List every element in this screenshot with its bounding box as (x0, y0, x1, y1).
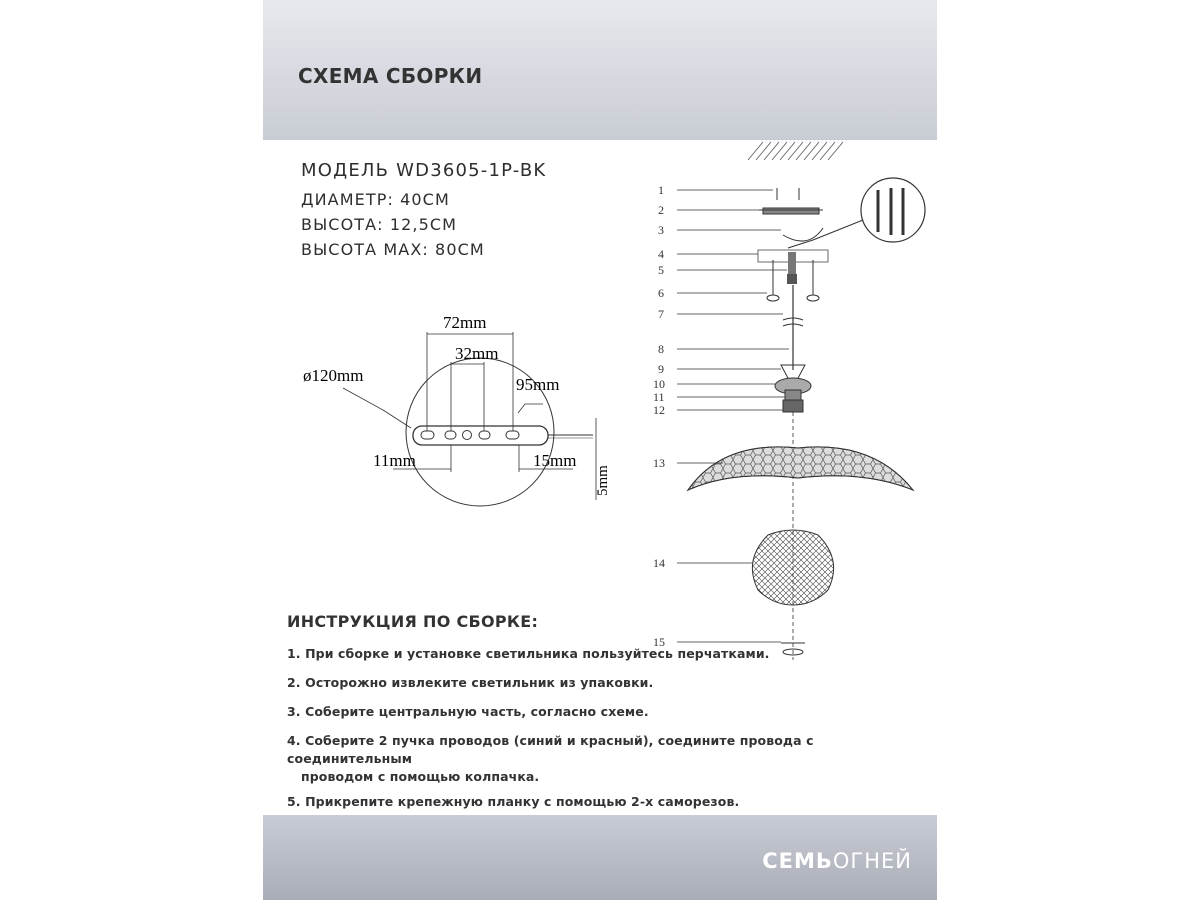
dim-120mm: ø120mm (303, 366, 364, 385)
part-label-5: 5 (658, 263, 664, 277)
instructions-title: ИНСТРУКЦИЯ ПО СБОРКЕ: (287, 612, 539, 631)
part-label-15: 15 (653, 635, 665, 649)
instruction-step-5: 5. Прикрепите крепежную планку с помощью 2-х саморезов. (287, 794, 740, 809)
instruction-step-1: 1. При сборке и установке светильника пользуйтесь перчатками. (287, 646, 770, 661)
part-label-6: 6 (658, 286, 664, 300)
instruction-step-4 (287, 732, 927, 786)
assembly-diagram (653, 140, 933, 660)
part-label-4: 4 (658, 247, 664, 261)
specs-block (301, 160, 546, 262)
instruction-step-2: 2. Осторожно извлеките светильник из упаковки. (287, 675, 654, 690)
part-label-3: 3 (658, 223, 664, 237)
spec-diameter: ДИАМЕТР: 40СМ (301, 190, 450, 209)
part-label-12: 12 (653, 403, 665, 417)
dim-72mm: 72mm (443, 313, 487, 332)
part-label-2: 2 (658, 203, 664, 217)
part-label-14: 14 (653, 556, 665, 570)
part-label-7: 7 (658, 307, 664, 321)
bracket-diagram (303, 300, 613, 510)
instruction-step-4-line-1: 4. Соберите 2 пучка проводов (синий и красный), соедините провода с соединительным (287, 733, 814, 766)
part-label-9: 9 (658, 362, 664, 376)
part-label-13: 13 (653, 456, 665, 470)
page-title: СХЕМА СБОРКИ (298, 64, 483, 88)
mounting-bar (413, 426, 548, 445)
instruction-sheet (263, 0, 937, 900)
spec-height-max: ВЫСОТА MAX: 80СМ (301, 240, 485, 259)
dim-15mm: 15mm (533, 451, 577, 470)
instruction-step-4-line-2: проводом с помощью колпачка. (301, 769, 540, 784)
shade-13 (688, 447, 913, 490)
ceiling-hatch (745, 140, 845, 162)
instruction-step-3: 3. Соберите центральную часть, согласно схеме. (287, 704, 649, 719)
part-label-1: 1 (658, 183, 664, 197)
dim-11mm: 11mm (373, 451, 416, 470)
dim-95mm: 95mm (516, 375, 560, 394)
header-band (263, 0, 937, 140)
dim-32mm: 32mm (455, 344, 499, 363)
globe-14 (752, 530, 833, 605)
brand-logo (762, 849, 912, 873)
brand-light: ОГНЕЙ (832, 849, 912, 873)
footer-band (263, 815, 937, 900)
part-label-11: 11 (653, 390, 665, 404)
dim-5mm: 5mm (595, 465, 611, 496)
part-label-8: 8 (658, 342, 664, 356)
model-name: МОДЕЛЬ WD3605-1P-BK (301, 160, 547, 181)
brand-bold: СЕМЬ (762, 849, 833, 873)
spec-height: ВЫСОТА: 12,5СМ (301, 215, 458, 234)
part-label-10: 10 (653, 377, 665, 391)
